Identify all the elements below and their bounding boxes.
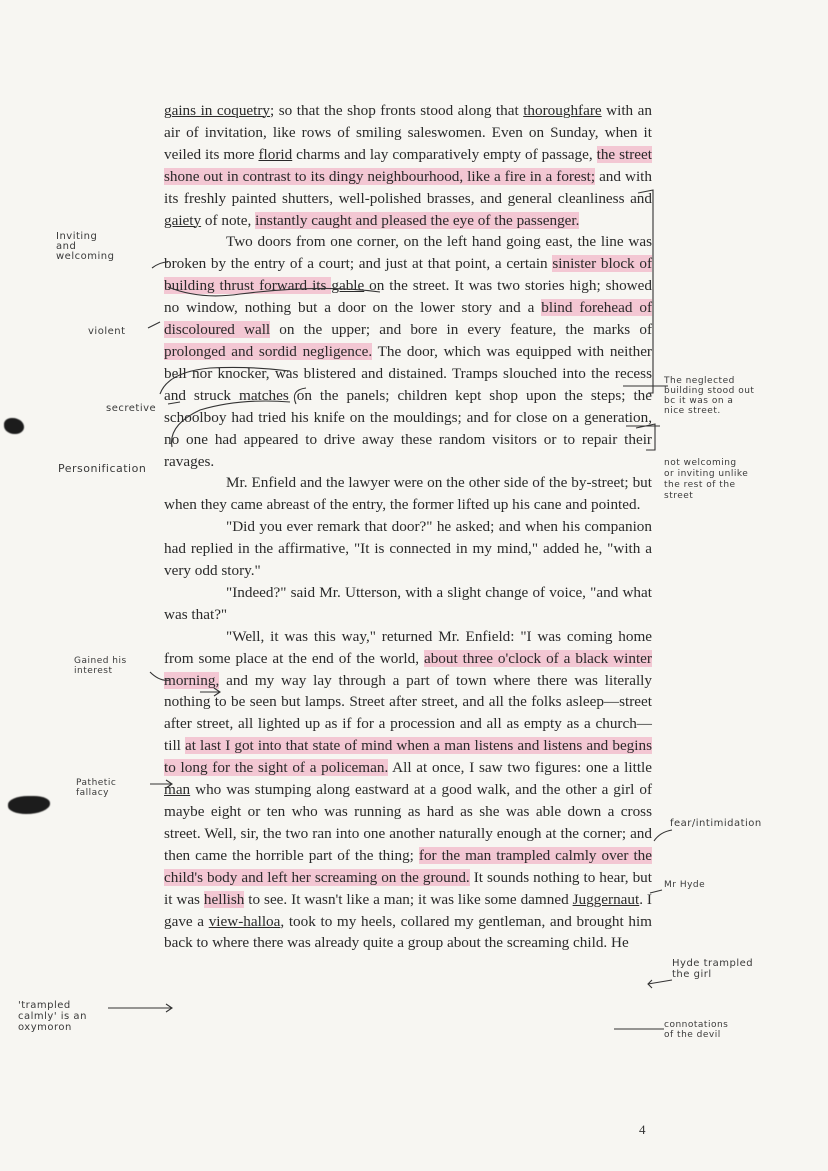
text-run: and my way lay through a part of town where there was literally nothing to be seen but lamps. Street after street, and all the folks asleep—street after street, all lighted up as if for a procession and all as empty as a church—till [164, 671, 652, 755]
highlighted-text: about three o'clock of a black winter morning, [164, 649, 652, 689]
text-run: to see. It wasn't like a man; it was like some damned [244, 890, 573, 908]
annotation-inviting: Inviting and welcoming [56, 231, 115, 262]
arrow-line [150, 780, 172, 788]
underlined-text: view-halloa [208, 912, 281, 930]
arrow-line [152, 262, 168, 268]
arrow-line [654, 830, 672, 841]
text-run: . I gave a [164, 890, 652, 930]
highlighted-text: blind forehead of discoloured wall [164, 299, 652, 339]
arrow-line [168, 402, 180, 404]
underlined-text: man [164, 781, 191, 799]
arrow-line [650, 890, 662, 893]
highlighted-text: sinister block of building thrust forward its [164, 255, 652, 295]
text-run: The door, which was equipped with neither bell nor knocker, was blistered and distained. Tramps slouched into the recess and struck matches on the panels; children kept shop upon the steps; the schoolboy had tried his knife on the mouldings; and for close on a generation, no one had appeared to drive away these random visitors or to repair their ravages. [164, 342, 652, 470]
page-number: 4 [639, 1122, 646, 1137]
margin-bracket [638, 190, 653, 393]
text-run: who was stumping along eastward at a good walk, and the other a girl of maybe eight or ten who was running as hard as she was able down a cross street. Well, sir, the two ran into one another naturally enough at the corner; and then came the horrible part of the thing; [164, 781, 652, 864]
highlighted-text: the street shone out in contrast to its dingy neighbourhood, like a fire in a forest; [164, 145, 652, 185]
text-run: and with its freshly painted shutters, well-polished brasses, and general cleanliness and [164, 167, 652, 207]
annotation-neglected: The neglected building stood out bc it was on a nice street. [664, 376, 755, 416]
text-run: "Did you ever remark that door?" he asked; and when his companion had replied in the affirmative, "It is connected in my mind," added he, "with a very odd story." [164, 518, 652, 580]
arrow-line [200, 688, 220, 696]
underlined-text: thoroughfare [523, 102, 602, 119]
text-run: Two doors from one corner, on the left hand going east, the line was broken by the entry of a court; and just at that point, a certain [164, 233, 652, 273]
text-run: charms and lay comparatively empty of passage, [292, 145, 597, 163]
highlighted-text: instantly caught and pleased the eye of the passenger. [255, 211, 580, 229]
text-run: "Well, it was this way," returned Mr. Enfield: "I was coming home from some place at the end of the world, [164, 627, 652, 667]
highlighted-text: at last I got into that state of mind when a man listens and listens and begins to long for the sight of a policeman. [164, 737, 652, 777]
annotation-fear: fear/intimidation [670, 818, 762, 829]
arrow-line [150, 672, 170, 680]
annotation-violent: violent [88, 326, 126, 337]
arrow-line [148, 322, 160, 328]
annotation-gained-interest: Gained his interest [74, 656, 127, 676]
swoop-line [294, 388, 306, 404]
annotation-pathetic-fallacy: Pathetic fallacy [76, 778, 117, 798]
annotation-trampled-calmly: 'trampled calmly' is an oxymoron [18, 1000, 87, 1033]
underlined-text: florid [258, 145, 293, 163]
margin-bracket [636, 424, 655, 450]
text-run: It sounds nothing to hear, but it was [164, 868, 652, 908]
annotation-hyde-trampled: Hyde trampled the girl [672, 958, 754, 980]
arrow-line [108, 1004, 172, 1012]
text-run: on the street. It was two stories high; showed no window, nothing but a door on the lower story and a [164, 277, 652, 317]
underlined-text: Juggernaut [572, 890, 640, 908]
underlined-text: gaiety [164, 211, 202, 229]
arrow-line [648, 980, 672, 988]
underlined-text: gable [331, 277, 365, 295]
text-run: Mr. Enfield and the lawyer were on the other side of the by-street; but when they came abreast of the entry, the former lifted up his cane and pointed. [164, 474, 652, 514]
annotation-connotations: connotations of the devil [664, 1020, 729, 1040]
swoop-line [172, 401, 290, 447]
text-run: ; so that the shop fronts stood along that [270, 102, 524, 119]
text-run: on the upper; and bore in every feature, the marks of [270, 321, 652, 339]
annotation-secretive: secretive [106, 403, 157, 414]
swoop-line [168, 287, 380, 296]
highlighted-text: hellish [203, 890, 245, 908]
swoop-line [160, 367, 290, 394]
annotation-mr-hyde: Mr Hyde [664, 880, 706, 890]
highlighted-text: prolonged and sordid negligence. [164, 342, 373, 360]
text-run: of note, [201, 211, 256, 229]
text-run: "Indeed?" said Mr. Utterson, with a slight change of voice, "and what was that?" [164, 583, 652, 623]
annotation-personification: Personification [58, 462, 147, 475]
text-run: All at once, I saw two figures: one a little [388, 759, 653, 777]
underlined-text: gains in coquetry [164, 102, 271, 119]
text-run: , took to my heels, collared my gentleman, and brought him back to where there was already quite a group about the screaming child. He [164, 912, 652, 952]
annotation-not-welcoming: not welcoming or inviting unlike the rest of the street [664, 458, 749, 501]
highlighted-text: for the man trampled calmly over the child's body and left her screaming on the ground. [164, 846, 653, 886]
text-run: with an air of invitation, like rows of smiling saleswomen. Even on Sunday, when it veiled its more [164, 102, 652, 163]
